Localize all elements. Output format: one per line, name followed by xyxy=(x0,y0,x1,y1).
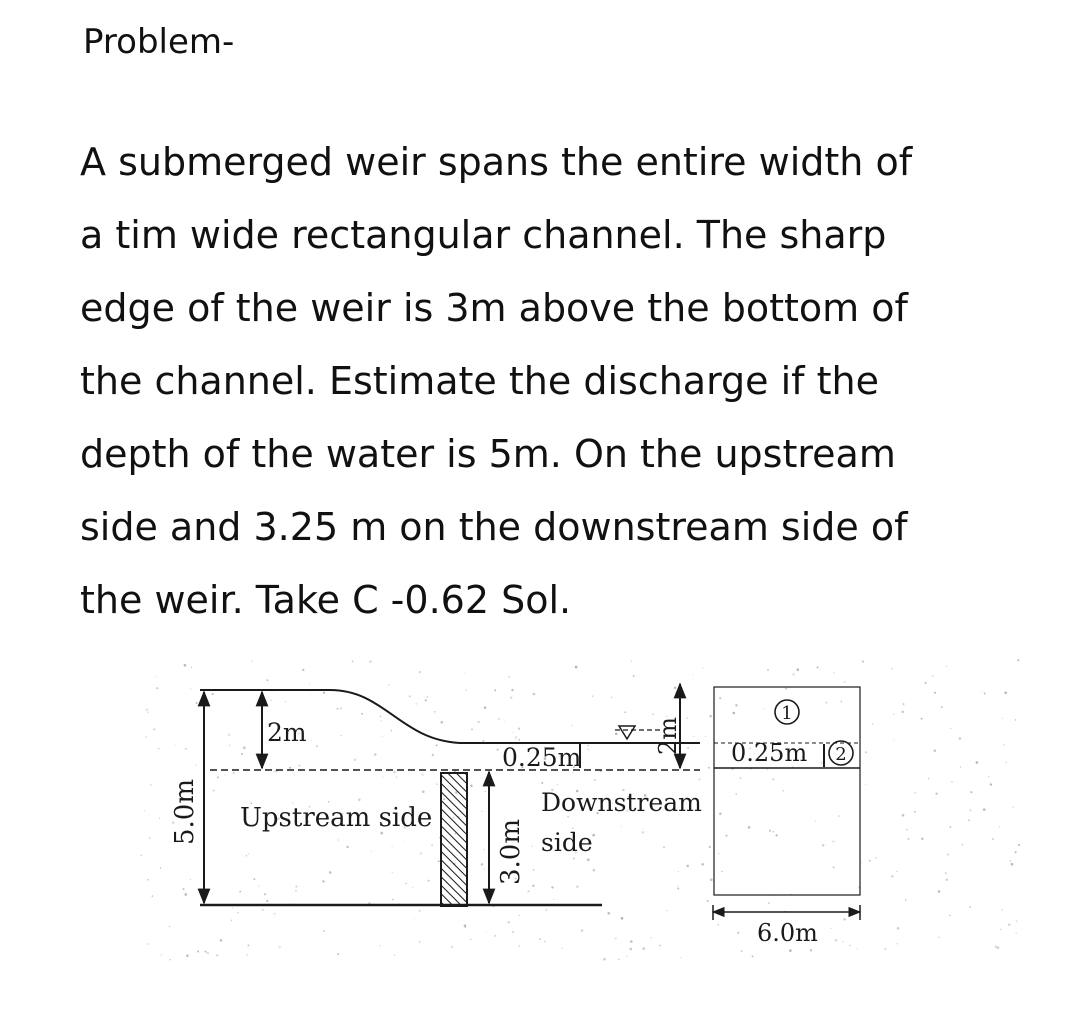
section-marker-2-label: 2 xyxy=(835,744,847,765)
problem-line: the channel. Estimate the discharge if the xyxy=(80,359,879,403)
upstream-side-label: Upstream side xyxy=(240,803,433,833)
dim-025m-mid-label: 0.25m xyxy=(502,743,582,772)
dim-3m-label: 3.0m xyxy=(496,818,526,885)
problem-line: side and 3.25 m on the downstream side of xyxy=(80,505,908,549)
problem-line: the weir. Take C -0.62 Sol. xyxy=(80,578,572,622)
problem-line: A submerged weir spans the entire width of xyxy=(80,140,913,184)
problem-line: edge of the weir is 3m above the bottom of xyxy=(80,286,908,330)
downstream-label: Downstream xyxy=(541,788,702,817)
weir-diagram xyxy=(0,640,1078,980)
dim-6m-label: 6.0m xyxy=(757,919,818,947)
problem-statement xyxy=(80,126,1040,637)
dim-2m-right-label: 2m xyxy=(654,716,682,755)
problem-heading: Problem- xyxy=(83,22,235,62)
dim-5m-label: 5.0m xyxy=(170,778,200,845)
weir-plate xyxy=(441,773,467,906)
problem-line: a tim wide rectangular channel. The sharp xyxy=(80,213,887,257)
dim-025m-right-label: 0.25m xyxy=(731,739,808,767)
dim-2m-left-label: 2m xyxy=(267,718,307,747)
downstream-side-label: side xyxy=(541,828,593,857)
problem-line: depth of the water is 5m. On the upstream xyxy=(80,432,896,476)
section-marker-1-label: 1 xyxy=(781,703,793,724)
water-surface-symbol xyxy=(619,726,635,739)
